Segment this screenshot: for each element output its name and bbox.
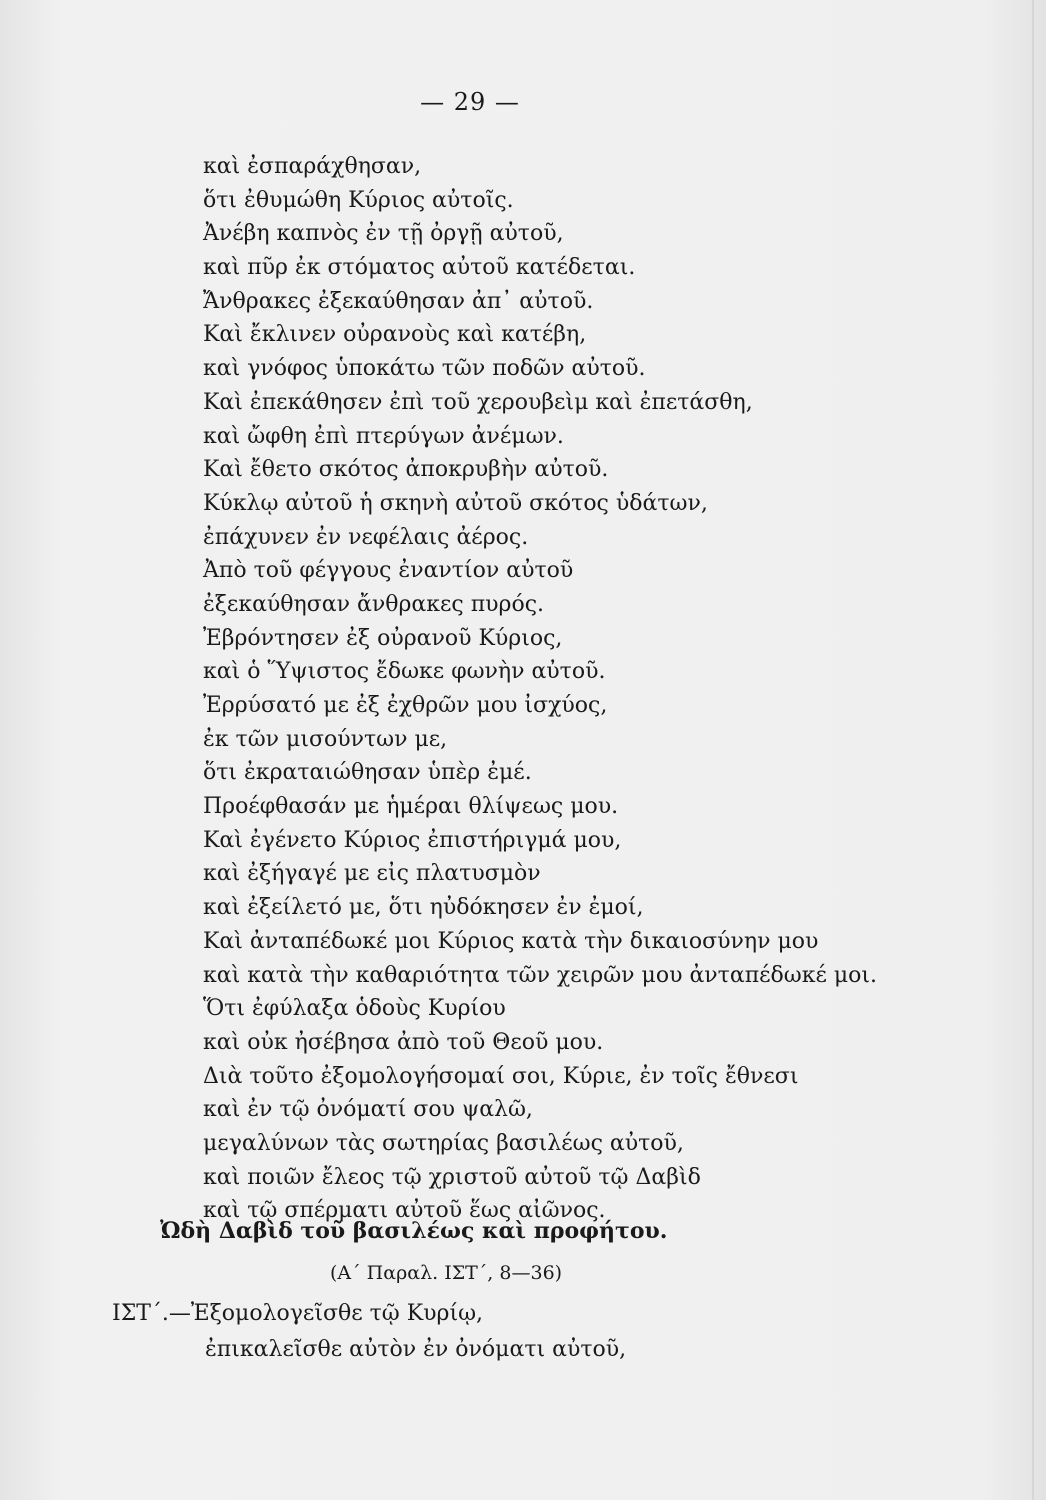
verse-line: ὅτι ἐθυμώθη Κύριος αὐτοῖς. xyxy=(203,187,514,213)
ode-first-line xyxy=(112,1296,626,1332)
verse-line: Καὶ ἔκλινεν οὐρανοὺς καὶ κατέβη, xyxy=(203,322,587,348)
verse-line: Ἐρρύσατό με ἐξ ἐχθρῶν μου ἰσχύος, xyxy=(203,693,608,718)
verse-line: καὶ ἐξήγαγέ με εἰς πλατυσμὸν xyxy=(203,861,541,887)
verse-line: καὶ ὁ Ὕψιστος ἔδωκε φωνὴν αὐτοῦ. xyxy=(203,659,606,685)
verse-line: Προέφθασάν με ἡμέραι θλίψεως μου. xyxy=(203,794,619,820)
verse-line: καὶ πῦρ ἐκ στόματος αὐτοῦ κατέδεται. xyxy=(203,255,636,281)
verse-line: Ὅτι ἐφύλαξα ὁδοὺς Κυρίου xyxy=(203,996,506,1022)
section-heading: Ὠδὴ Δαβὶδ τοῦ βασιλέως καὶ προφήτου. xyxy=(160,1218,668,1244)
verse-line: μεγαλύνων τὰς σωτηρίας βασιλέως αὐτοῦ, xyxy=(203,1130,684,1156)
ode-block xyxy=(112,1296,626,1368)
verse-line: ἐπάχυνεν ἐν νεφέλαις ἀέρος. xyxy=(203,524,529,550)
verse-line: ὅτι ἐκραταιώθησαν ὑπὲρ ἐμέ. xyxy=(203,760,532,786)
verse-line: ἐξεκαύθησαν ἄνθρακες πυρός. xyxy=(203,591,545,617)
verse-line: καὶ ἐν τῷ ὀνόματί σου ψαλῶ, xyxy=(203,1097,533,1123)
verse-line: καὶ ἐσπαράχθησαν, xyxy=(203,154,422,179)
scripture-reference: (Α΄ Παραλ. ΙΣΤ΄, 8—36) xyxy=(330,1262,563,1284)
verse-line: Καὶ ἐγένετο Κύριος ἐπιστήριγμά μου, xyxy=(203,827,622,853)
chapter-marker: ΙΣΤ΄.— xyxy=(112,1301,191,1326)
verse-line: καὶ οὐκ ἠσέβησα ἀπὸ τοῦ Θεοῦ μου. xyxy=(203,1029,604,1055)
verse-line: Ἄνθρακες ἐξεκαύθησαν ἀπ᾽ αὐτοῦ. xyxy=(203,288,594,314)
verse-line: καὶ ποιῶν ἔλεος τῷ χριστοῦ αὐτοῦ τῷ Δαβὶδ xyxy=(203,1164,701,1190)
verse-line: καὶ τῷ σπέρματι αὐτοῦ ἕως αἰῶνος. xyxy=(203,1198,606,1224)
verse-line: Διὰ τοῦτο ἐξομολογήσομαί σοι, Κύριε, ἐν τοῖς ἔθνεσι xyxy=(203,1063,799,1089)
page-number: — 29 — xyxy=(420,88,520,116)
verse-line: καὶ ἐξείλετό με, ὅτι ηὐδόκησεν ἐν ἐμοί, xyxy=(203,895,644,921)
verse-line: καὶ κατὰ τὴν καθαριότητα τῶν χειρῶν μου ἀνταπέδωκέ μοι. xyxy=(203,962,878,988)
verse-line: καὶ γνόφος ὑποκάτω τῶν ποδῶν αὐτοῦ. xyxy=(203,356,646,382)
ode-second-line: ἐπικαλεῖσθε αὐτὸν ἐν ὀνόματι αὐτοῦ, xyxy=(205,1337,627,1362)
page-edge xyxy=(1032,0,1034,1500)
verse-line: Κύκλῳ αὐτοῦ ἡ σκηνὴ αὐτοῦ σκότος ὑδάτων, xyxy=(203,490,708,516)
verse-line: Ἀπὸ τοῦ φέγγους ἐναντίον αὐτοῦ xyxy=(203,558,574,584)
verse-line: καὶ ὤφθη ἐπὶ πτερύγων ἀνέμων. xyxy=(203,423,564,449)
verse-block xyxy=(203,150,877,1228)
verse-line: ἐκ τῶν μισούντων με, xyxy=(203,726,448,752)
verse-line: Ἐβρόντησεν ἐξ οὐρανοῦ Κύριος, xyxy=(203,625,563,651)
verse-line: Καὶ ἔθετο σκότος ἀποκρυβὴν αὐτοῦ. xyxy=(203,457,609,483)
verse-line: Καὶ ἀνταπέδωκέ μοι Κύριος κατὰ τὴν δικαιοσύνην μου xyxy=(203,928,819,954)
verse-line: Ἀνέβη καπνὸς ἐν τῇ ὀργῇ αὐτοῦ, xyxy=(203,221,564,247)
verse-line: Καὶ ἐπεκάθησεν ἐπὶ τοῦ χερουβεὶμ καὶ ἐπετάσθη, xyxy=(203,389,753,415)
ode-text: Ἐξομολογεῖσθε τῷ Κυρίῳ, xyxy=(190,1301,484,1326)
